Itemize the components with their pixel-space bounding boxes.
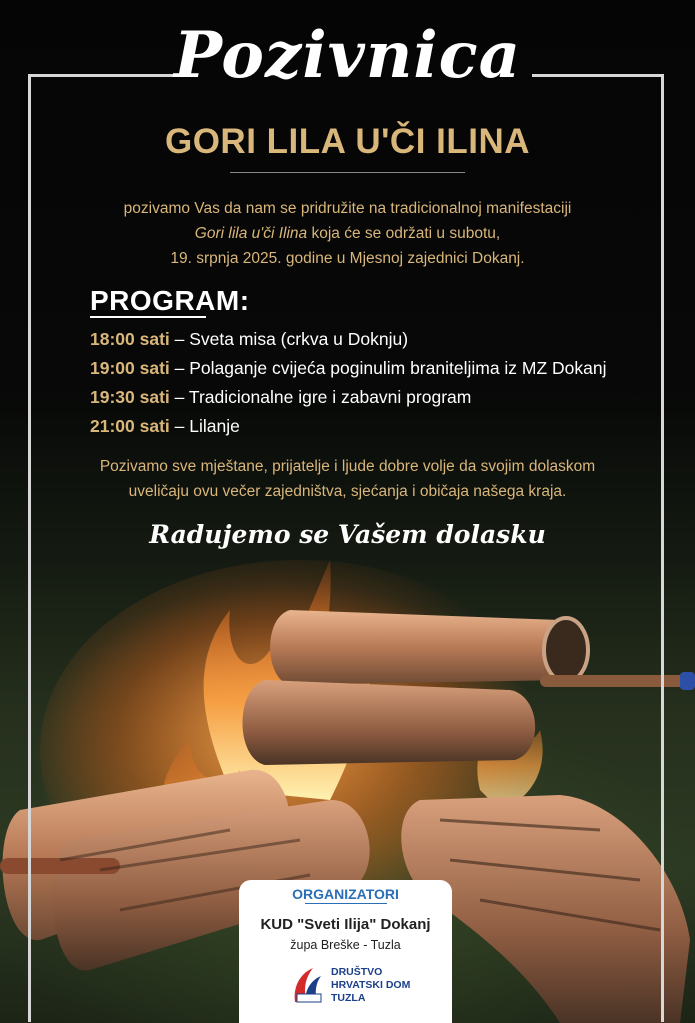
organizer-box xyxy=(239,880,452,1023)
hrvatski-dom-logo-icon xyxy=(291,964,325,1006)
partner-line-3: TUZLA xyxy=(331,992,366,1004)
organizer-place: župa Breške - Tuzla xyxy=(290,938,401,952)
intro-line-2 xyxy=(60,221,635,246)
bark-torch-end xyxy=(544,618,588,682)
partner-line-2: HRVATSKI DOM xyxy=(331,979,411,991)
program-time: 19:00 sati xyxy=(90,358,170,378)
stick xyxy=(540,675,690,687)
program-time: 21:00 sati xyxy=(90,416,170,436)
program-desc: – Sveta misa (crkva u Doknju) xyxy=(169,329,409,349)
stick-tip xyxy=(680,672,695,690)
closing-line: Radujemo se Vašem dolasku xyxy=(149,520,546,549)
bark-torch xyxy=(270,610,585,685)
partner-line-1: DRUŠTVO xyxy=(331,966,383,978)
organizer-heading-underline xyxy=(305,903,387,904)
intro-text xyxy=(60,196,635,271)
event-title: GORI LILA U'ČI ILINA xyxy=(164,122,531,161)
program-time: 19:30 sati xyxy=(90,387,170,407)
program-item xyxy=(90,412,650,441)
intro-line-3: 19. srpnja 2025. godine u Mjesnoj zajednici Dokanj. xyxy=(170,250,525,267)
organizer-name: KUD "Sveti Ilija" Dokanj xyxy=(260,916,431,933)
partner-logo-text xyxy=(331,966,410,1005)
invite-line-1: Pozivamo sve mještane, prijatelje i ljude dobre volje da svojim dolaskom xyxy=(99,458,596,475)
program-item xyxy=(90,354,650,383)
program-heading-underline xyxy=(90,316,206,318)
program-desc: – Lilanje xyxy=(169,416,240,436)
program-list xyxy=(90,325,650,441)
bark-torch xyxy=(243,680,536,765)
invite-line-2: uveličaju ovu večer zajedništva, sjećanja i običaja našega kraja. xyxy=(128,483,567,500)
title-divider xyxy=(230,172,465,173)
program-desc: – Polaganje cvijeća poginulim braniteljima iz MZ Dokanj xyxy=(169,358,607,378)
program-item xyxy=(90,383,650,412)
organizer-heading: ORGANIZATORI xyxy=(292,886,399,902)
poster-title: Pozivnica xyxy=(173,18,522,93)
intro-line-1: pozivamo Vas da nam se pridružite na tradicionalnoj manifestaciji xyxy=(123,200,572,217)
program-time: 18:00 sati xyxy=(90,329,170,349)
invite-text xyxy=(60,454,635,504)
stick xyxy=(0,858,120,874)
intro-line-2-rest: koja će se održati u subotu, xyxy=(307,225,501,242)
event-name-italic: Gori lila u'či Ilina xyxy=(194,225,308,242)
program-item xyxy=(90,325,650,354)
program-heading: PROGRAM: xyxy=(90,285,250,316)
program-desc: – Tradicionalne igre i zabavni program xyxy=(169,387,472,407)
